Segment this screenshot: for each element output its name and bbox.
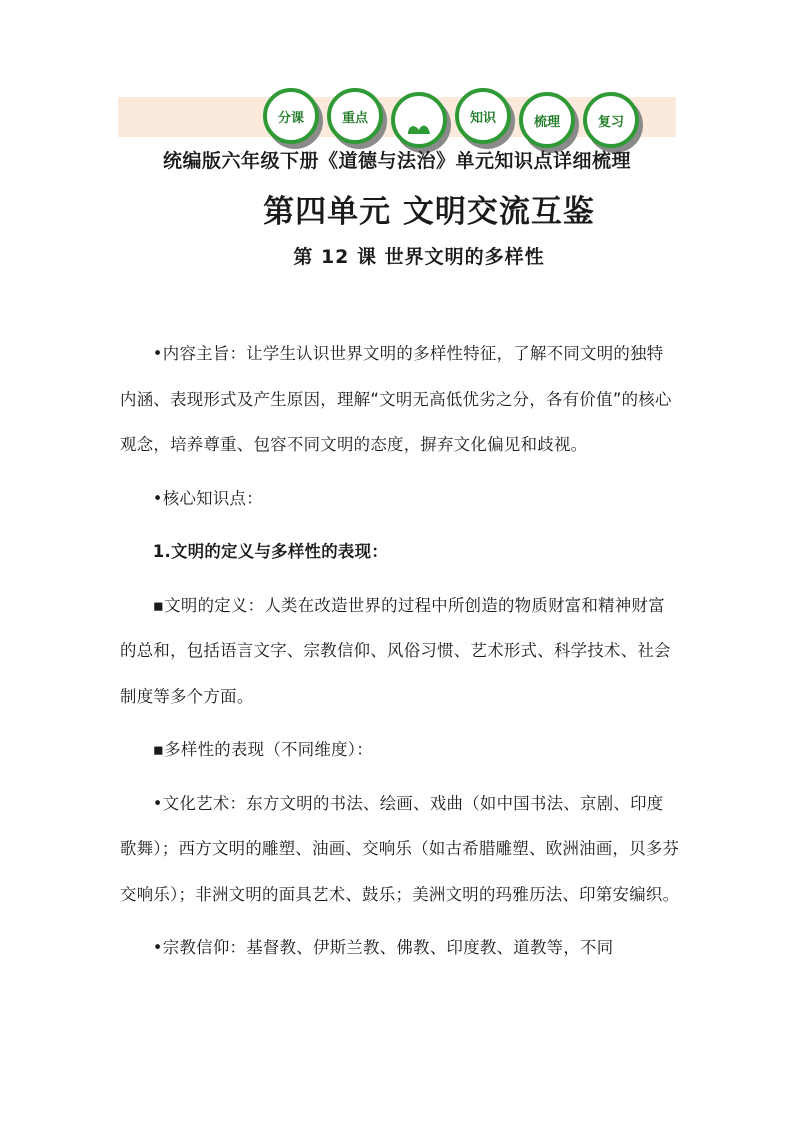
paragraph-theme: •内容主旨：让学生认识世界文明的多样性特征，了解不同文明的独特内涵、表现形式及产生原因，理解“文明无高低优劣之分，各有价值”的核心观念，培养尊重、包容不同文明的态度，摒弃文化偏见和歧视。 [120, 344, 672, 454]
paragraph-core-heading: •核心知识点： [152, 488, 263, 508]
leaf-icon [406, 121, 432, 135]
badge-label: 分课 [277, 110, 304, 126]
badge-fenke [263, 88, 319, 144]
document-body [120, 331, 680, 971]
badge-label: 复习 [597, 114, 624, 130]
badge-zhongdian [327, 88, 383, 144]
paragraph-religion: •宗教信仰：基督教、伊斯兰教、佛教、印度教、道教等，不同 [152, 938, 614, 957]
badge-label: 重点 [341, 110, 368, 126]
paragraph-definition: ▪文明的定义：人类在改造世界的过程中所创造的物质财富和精神财富的总和，包括语言文字、宗教信仰、风俗习惯、艺术形式、科学技术、社会制度等多个方面。 [120, 595, 671, 706]
badge-shuli [519, 92, 575, 148]
document-subtitle: 统编版六年级下册《道德与法治》单元知识点详细梳理 [162, 150, 631, 172]
badge-fuxi [583, 92, 639, 148]
badge-label: 梳理 [533, 114, 560, 130]
paragraph-culture-art: •文化艺术：东方文明的书法、绘画、戏曲（如中国书法、京剧、印度歌舞）；西方文明的雕塑、油画、交响乐（如古希腊雕塑、欧洲油画，贝多芬交响乐）；非洲文明的面具艺术、鼓乐；美洲文明的玛雅历法、印第安编织。 [120, 793, 680, 904]
paragraph-diversity-heading: ▪多样性的表现（不同维度）： [152, 740, 373, 759]
unit-title: 第四单元 文明交流互鉴 [263, 194, 595, 230]
badge-label: 知识 [469, 110, 496, 126]
badge-leaf [391, 92, 447, 148]
section-heading: 1.文明的定义与多样性的表现： [152, 542, 389, 561]
lesson-title: 第 12 课 世界文明的多样性 [293, 246, 545, 268]
badge-zhishi [455, 88, 511, 144]
